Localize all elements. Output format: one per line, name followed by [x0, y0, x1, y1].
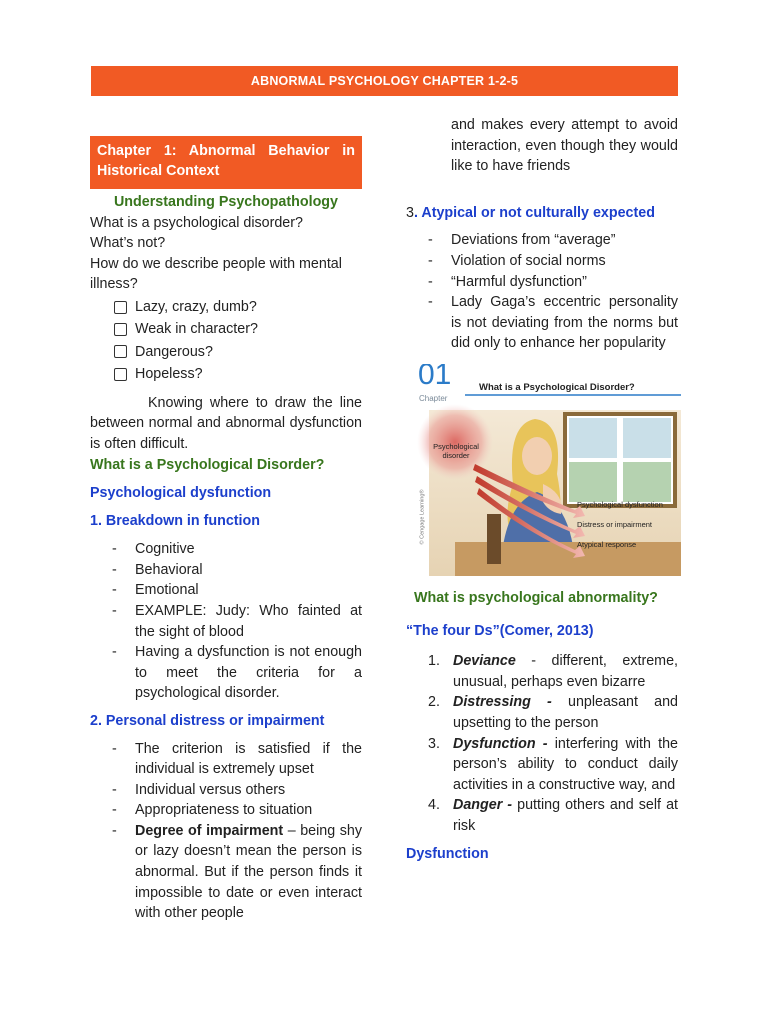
page-banner: ABNORMAL PSYCHOLOGY CHAPTER 1-2-5 [91, 66, 678, 96]
list-item [428, 651, 678, 692]
heading-psych-dysfunction: Psychological dysfunction [90, 484, 272, 501]
breakdown-list [112, 539, 362, 704]
heading-what-is-disorder: What is a Psychological Disorder? [90, 457, 325, 474]
figure-bubble-label: Psychological disorder [433, 441, 479, 460]
question-3: How do we describe people with mental illness? [90, 255, 342, 293]
list-item: - “Harmful dysfunction” [428, 272, 678, 293]
distress-list [112, 739, 362, 924]
item-description: - different, extreme, unusual, perhaps even bizarre [453, 653, 678, 690]
figure-arrow-label: Distress or impairment [577, 519, 653, 529]
checkbox-label: Lazy, crazy, dumb? [135, 298, 257, 315]
checkbox-label: Weak in character? [135, 321, 258, 338]
item-term: Danger - [453, 797, 513, 814]
chapter-title-box: Chapter 1: Abnormal Behavior in Historical Context [90, 136, 362, 189]
section-title: Understanding Psychopathology [113, 194, 338, 210]
intro-paragraph: Knowing where to draw the line between normal and abnormal dysfunction is often difficult. [90, 394, 362, 452]
list-item [112, 821, 362, 924]
list-item: - Cognitive [112, 539, 362, 560]
checkbox-label: Hopeless? [135, 366, 203, 383]
figure-title: What is a Psychological Disorder? [479, 381, 635, 393]
window-pane [623, 418, 671, 458]
heading-atypical [406, 203, 678, 224]
right-column [406, 115, 678, 865]
checkbox-label: Dangerous? [135, 343, 213, 360]
list-item: - Appropriateness to situation [112, 800, 362, 821]
heading-atypical-number: 3 [406, 204, 414, 221]
list-item: - Lady Gaga’s eccentric personality is not deviating from the norms but did only to enhance her popularity [428, 292, 678, 354]
question-1: What is a psychological disorder? [90, 214, 303, 231]
atypical-list [428, 230, 678, 354]
left-column [90, 136, 362, 924]
item-number: 2. [428, 694, 440, 711]
question-2: What’s not? [90, 235, 166, 252]
list-item: - Emotional [112, 580, 362, 601]
list-item: - Individual versus others [112, 780, 362, 801]
person-face [522, 437, 552, 475]
heading-four-ds: “The four Ds”(Comer, 2013) [406, 622, 594, 639]
checkbox-list [114, 296, 362, 386]
checkbox-item [114, 318, 362, 340]
figure-chapter-label: Chapter [419, 393, 448, 403]
list-item [428, 795, 678, 836]
list-item [428, 692, 678, 733]
degree-description: – being shy or lazy doesn’t mean the person is abnormal. But if the person finds it impossible to date or even interact with other people [135, 822, 362, 922]
heading-distress: 2. Personal distress or impairment [90, 712, 325, 729]
heading-abnormality: What is psychological abnormality? [414, 589, 658, 606]
chair [487, 514, 501, 564]
item-description: putting others and self at risk [453, 797, 679, 834]
figure-arrow-label: Psychological dysfunction [577, 499, 663, 509]
checkbox-item [114, 363, 362, 385]
window-pane [623, 462, 671, 502]
list-item: - The criterion is satisfied if the individual is extremely upset [112, 739, 362, 780]
checkbox-icon [114, 301, 127, 314]
four-ds-list [428, 651, 678, 836]
figure-arrow-label: Atypical response [577, 539, 637, 549]
list-item [428, 734, 678, 796]
window-pane [569, 418, 617, 458]
window-pane [569, 462, 617, 502]
item-description: interfering with the person’s ability to conduct daily activities in a constructive way, and [453, 735, 678, 793]
checkbox-icon [114, 323, 127, 336]
continuation-block [428, 115, 678, 177]
item-term: Distressing - [453, 694, 552, 711]
item-number: 4. [428, 797, 440, 814]
psych-disorder-figure [415, 364, 681, 576]
figure-credit: © Cengage Learning® [419, 489, 426, 545]
heading-breakdown: 1. Breakdown in function [90, 512, 260, 529]
item-term: Deviance [453, 653, 516, 670]
heading-atypical-text: . Atypical or not culturally expected [413, 204, 655, 221]
checkbox-icon [114, 368, 127, 381]
continuation-text: and makes every attempt to avoid interaction, even though they would like to have friends [451, 117, 678, 175]
item-number: 3. [428, 735, 440, 752]
list-item: - Deviations from “average” [428, 230, 678, 251]
heading-dysfunction: Dysfunction [406, 846, 489, 863]
item-description: unpleasant and upsetting to the person [453, 694, 678, 731]
checkbox-item [114, 341, 362, 363]
figure-illustration [415, 364, 681, 576]
figure-number: 01 [418, 363, 452, 391]
list-item: - Behavioral [112, 560, 362, 581]
checkbox-item [114, 296, 362, 318]
item-term: Dysfunction - [453, 735, 548, 752]
list-item: - Violation of social norms [428, 251, 678, 272]
checkbox-icon [114, 345, 127, 358]
degree-term: Degree of impairment [135, 822, 284, 839]
list-item: - EXAMPLE: Judy: Who fainted at the sight of blood [112, 601, 362, 642]
item-number: 1. [428, 653, 440, 670]
list-item: - Having a dysfunction is not enough to meet the criteria for a psychological disorder. [112, 642, 362, 704]
